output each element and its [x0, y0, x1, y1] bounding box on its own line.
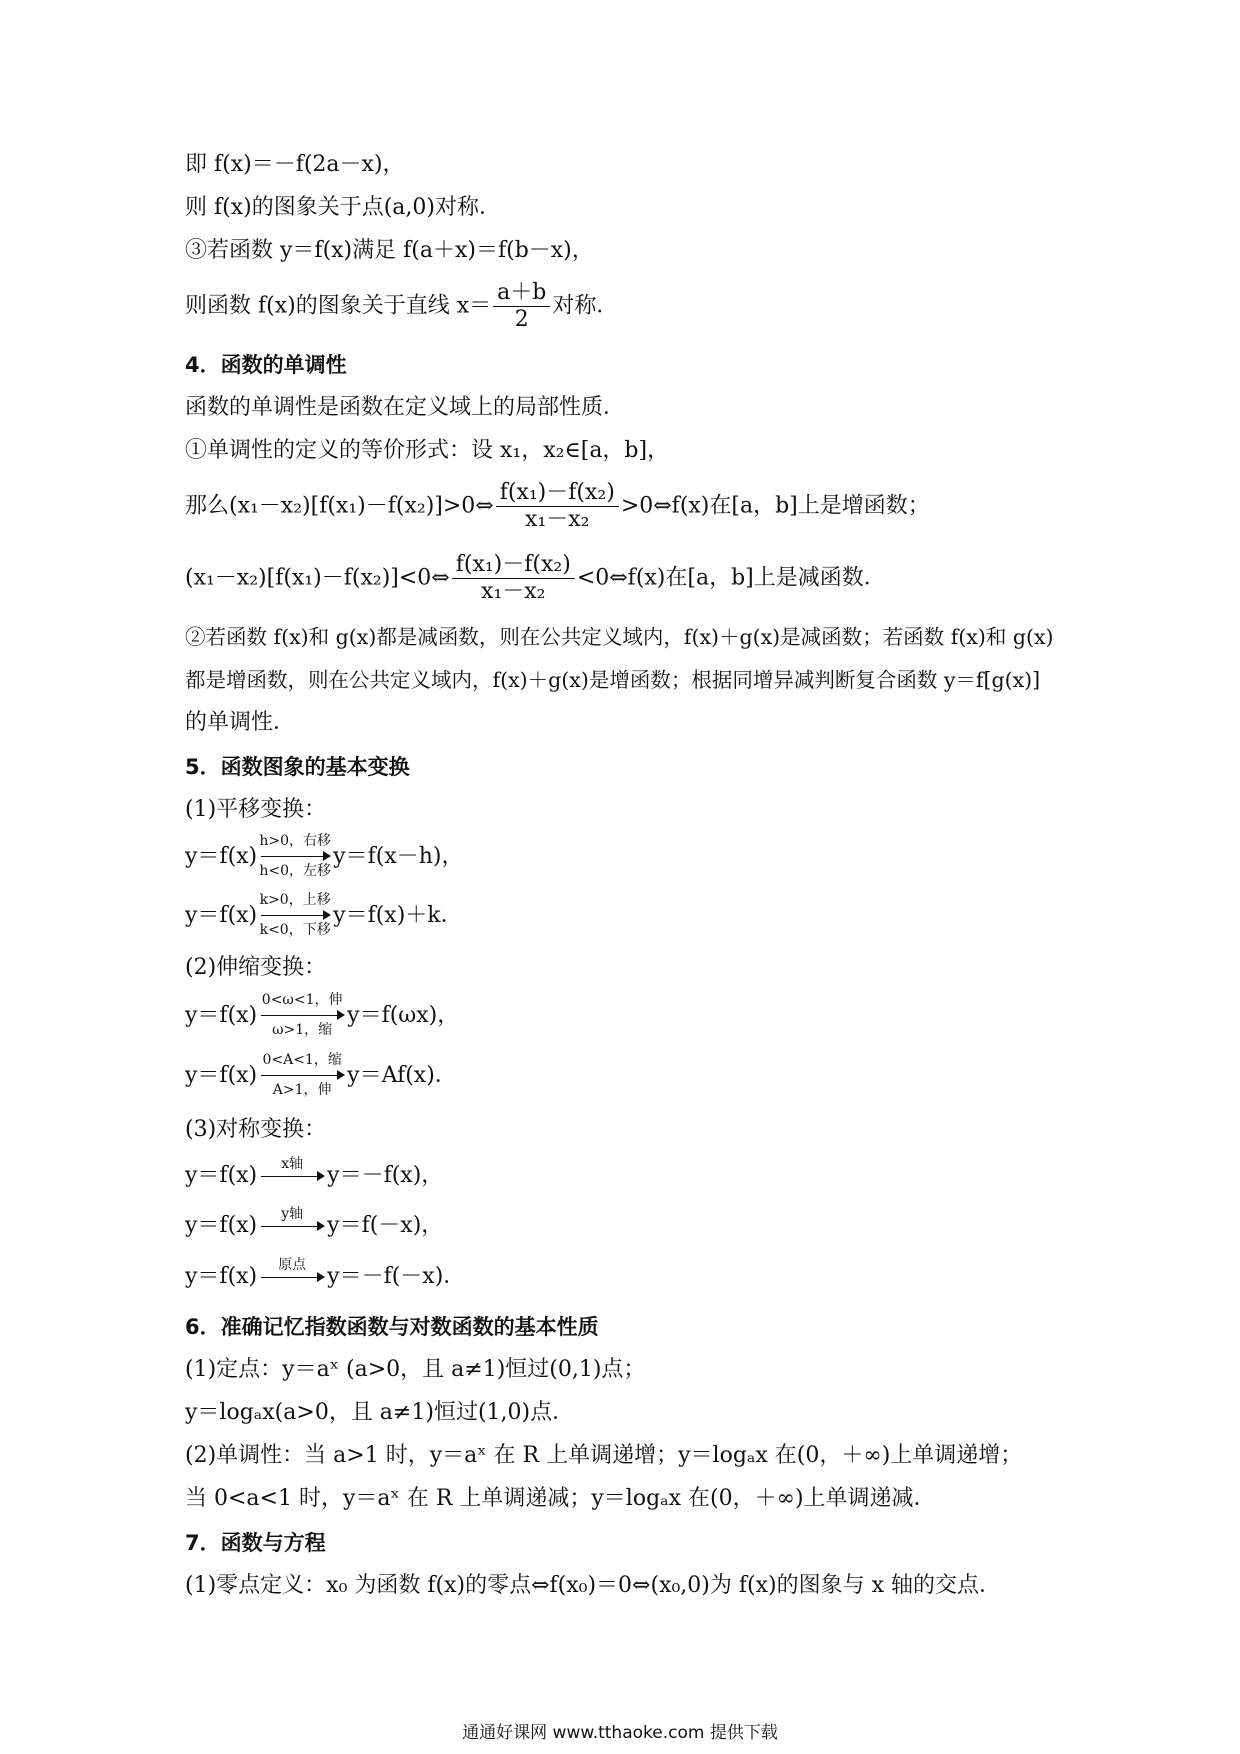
transform-line	[185, 1257, 465, 1297]
denominator: 2	[514, 307, 529, 332]
text-line: (1)定点：y＝aˣ (a>0，且 a≠1)恒过(0,1)点；	[185, 1357, 646, 1382]
text-segment: <0⇔f(x)在[a，b]上是减函数．	[576, 565, 886, 591]
formula-left: y＝f(x)	[185, 1264, 258, 1289]
text-line-fraction	[185, 280, 618, 333]
section-heading: 5．函数图象的基本变换	[185, 755, 410, 779]
arrow-icon	[259, 1156, 325, 1196]
arrow-label-top: x轴	[281, 1156, 304, 1172]
formula-left: y＝f(x)	[185, 1003, 258, 1028]
numerator: f(x₁)－f(x₂)	[452, 552, 575, 579]
page-footer: 通通好课网 www.tthaoke.com 提供下载	[462, 1723, 778, 1743]
arrow-label-top: y轴	[281, 1206, 304, 1222]
text-line-fraction	[185, 552, 886, 605]
text-line: 则 f(x)的图象关于点(a,0)对称．	[185, 195, 501, 220]
section-heading: 6．准确记忆指数函数与对数函数的基本性质	[185, 1315, 599, 1339]
formula-left: y＝f(x)	[185, 1063, 258, 1088]
transform-line	[185, 890, 463, 942]
arrow-label-top: k>0，上移	[259, 892, 331, 908]
fraction	[452, 552, 575, 605]
text-line: ③若函数 y＝f(x)满足 f(a＋x)＝f(b－x)，	[185, 238, 594, 263]
arrow-label-top: 0<A<1，缩	[262, 1052, 342, 1068]
arrow-label-bottom: ω>1，缩	[272, 1022, 333, 1038]
text-line: (2)伸缩变换：	[185, 955, 327, 980]
formula-right: y＝f(x)＋k．	[333, 903, 463, 928]
text-line: (3)对称变换：	[185, 1117, 327, 1142]
arrow-icon	[259, 890, 331, 942]
denominator: x₁－x₂	[525, 507, 590, 532]
numerator: f(x₁)－f(x₂)	[496, 480, 619, 507]
formula-left: y＝f(x)	[185, 844, 258, 869]
arrow-icon	[259, 831, 331, 883]
formula-left: y＝f(x)	[185, 1213, 258, 1238]
section-heading: 7．函数与方程	[185, 1531, 326, 1555]
formula-right: y＝－f(x)，	[327, 1163, 444, 1188]
transform-line	[185, 990, 459, 1042]
fraction	[496, 480, 619, 533]
text-line: (2)单调性：当 a>1 时，y＝aˣ 在 R 上单调递增；y＝logₐx 在(0，＋∞)上单调递增；	[185, 1443, 1023, 1468]
arrow-icon	[259, 1257, 325, 1297]
transform-line	[185, 1206, 443, 1246]
text-segment: (x₁－x₂)[f(x₁)－f(x₂)]<0⇔	[185, 565, 450, 591]
arrow-icon	[259, 1050, 345, 1102]
arrow-icon	[259, 1206, 325, 1246]
denominator: x₁－x₂	[481, 579, 546, 604]
text-line: 即 f(x)＝－f(2a－x)，	[185, 152, 405, 177]
text-line: 当 0<a<1 时，y＝aˣ 在 R 上单调递减；y＝logₐx 在(0，＋∞)上单调递减．	[185, 1486, 936, 1511]
arrow-label-bottom: A>1，伸	[272, 1082, 332, 1098]
formula-right: y＝Af(x)．	[347, 1063, 457, 1088]
text-line: y＝logₐx(a>0，且 a≠1)恒过(1,0)点．	[185, 1400, 575, 1425]
arrow-label-top: 0<ω<1，伸	[261, 992, 343, 1008]
arrow-label-top: h>0，右移	[259, 833, 331, 849]
arrow-label-bottom: h<0，左移	[259, 863, 331, 879]
fraction	[493, 280, 550, 333]
formula-left: y＝f(x)	[185, 903, 258, 928]
text-line: 的单调性．	[185, 710, 296, 735]
numerator: a＋b	[493, 280, 550, 307]
text-line: (1)零点定义：x₀ 为函数 f(x)的零点⇔f(x₀)＝0⇔(x₀,0)为 f(x)的图象与 x 轴的交点．	[185, 1573, 1001, 1598]
formula-right: y＝f(－x)，	[327, 1213, 444, 1238]
text-line: 函数的单调性是函数在定义域上的局部性质．	[185, 395, 626, 420]
text-line: 都是增函数，则在公共定义域内，f(x)＋g(x)是增函数；根据同增异减判断复合函数 y＝f[g(x)]	[185, 668, 1041, 692]
arrow-label-bottom: k<0，下移	[259, 922, 331, 938]
section-heading: 4．函数的单调性	[185, 353, 347, 377]
text-line: ①单调性的定义的等价形式：设 x₁，x₂∈[a，b]，	[185, 438, 670, 463]
transform-line	[185, 831, 463, 883]
text-segment: 则函数 f(x)的图象关于直线 x＝	[185, 293, 492, 319]
text-line: ②若函数 f(x)和 g(x)都是减函数，则在公共定义域内，f(x)＋g(x)是减函数；若函数 f(x)和 g(x)	[185, 625, 1054, 649]
arrow-icon	[259, 990, 345, 1042]
formula-right: y＝f(ωx)，	[347, 1003, 460, 1028]
formula-left: y＝f(x)	[185, 1163, 258, 1188]
formula-right: y＝－f(－x)．	[327, 1264, 466, 1289]
arrow-label-top: 原点	[278, 1257, 307, 1273]
text-segment: 那么(x₁－x₂)[f(x₁)－f(x₂)]>0⇔	[185, 493, 494, 519]
text-segment: 对称．	[552, 293, 619, 319]
transform-line	[185, 1156, 443, 1196]
text-line: (1)平移变换：	[185, 797, 327, 822]
text-line-fraction	[185, 480, 930, 533]
transform-line	[185, 1050, 457, 1102]
text-segment: >0⇔f(x)在[a，b]上是增函数；	[620, 493, 930, 519]
formula-right: y＝f(x－h)，	[333, 844, 464, 869]
